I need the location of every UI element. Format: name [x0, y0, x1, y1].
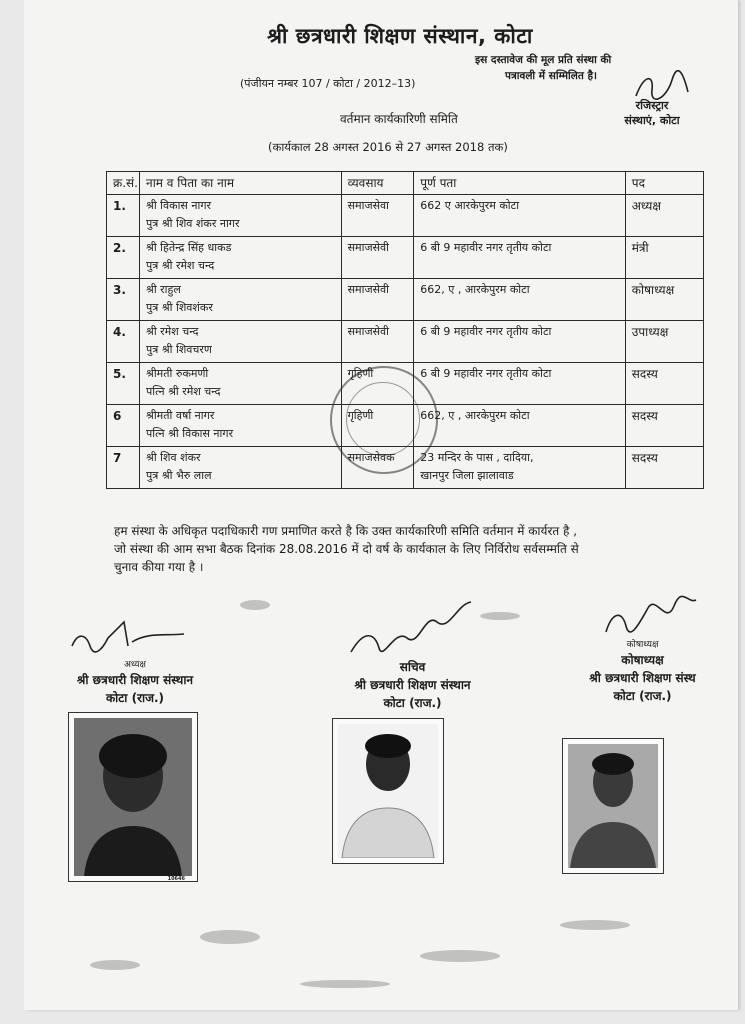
- registration-number: (पंजीयन नम्बर 107 / कोटा / 2012–13): [240, 77, 416, 90]
- registrar-stamp: रजिस्ट्रार संस्थाएं, कोटा: [624, 99, 680, 127]
- copy-stamp-note: इस दस्तावेज की मूल प्रति संस्था की पत्रावली में सम्मिलित है।: [475, 54, 612, 82]
- row-post: मंत्री: [625, 237, 703, 279]
- president-signature-block: अध्यक्ष श्री छत्रधारी शिक्षण संस्थान कोटा (राज.): [76, 660, 194, 705]
- row-occupation: समाजसेवी: [341, 279, 414, 321]
- header-address: पूर्ण पता: [414, 172, 625, 195]
- row-sn: 4.: [107, 321, 140, 363]
- institution-title: श्री छत्रधारी शिक्षण संस्थान, कोटा: [267, 24, 533, 48]
- row-name: श्री शिव शंकर पुत्र श्री भैरु लाल: [140, 447, 342, 489]
- row-occupation: समाजसेवक: [341, 447, 414, 489]
- row-sn: 7: [107, 447, 140, 489]
- row-address: 6 बी 9 महावीर नगर तृतीय कोटा: [414, 363, 625, 405]
- table-header-row: [107, 172, 704, 195]
- portrait-image: [74, 718, 192, 876]
- header-sn: क्र.सं.: [107, 172, 140, 195]
- row-address: 662 ए आरकेपुरम कोटा: [414, 195, 625, 237]
- row-occupation: गृहिणी: [341, 363, 414, 405]
- row-post: सदस्य: [625, 405, 703, 447]
- row-post: कोषाध्यक्ष: [625, 279, 703, 321]
- row-occupation: समाजसेवी: [341, 321, 414, 363]
- row-address: 6 बी 9 महावीर नगर तृतीय कोटा: [414, 237, 625, 279]
- row-sn: 1.: [107, 195, 140, 237]
- row-occupation: गृहिणी: [341, 405, 414, 447]
- secretary-signature-block: सचिव श्री छत्रधारी शिक्षण संस्थान कोटा (राज.): [354, 660, 471, 710]
- photo-caption: 10646: [167, 876, 185, 882]
- row-sn: 6: [107, 405, 140, 447]
- tenure-period: (कार्यकाल 28 अगस्त 2016 से 27 अगस्त 2018 तक): [268, 140, 508, 154]
- row-sn: 2.: [107, 237, 140, 279]
- institution-seal: [330, 366, 438, 474]
- portrait-image: [338, 724, 438, 858]
- committee-heading: वर्तमान कार्यकारिणी समिति: [340, 112, 458, 126]
- header-occupation: व्यवसाय: [341, 172, 414, 195]
- treasurer-signature-block: कोषाध्यक्ष कोषाध्यक्ष श्री छत्रधारी शिक्षण संस्थ कोटा (राज.): [589, 640, 696, 703]
- row-name: श्री रमेश चन्द पुत्र श्री शिवचरण: [140, 321, 342, 363]
- portrait-image: [568, 744, 658, 868]
- row-post: सदस्य: [625, 363, 703, 405]
- row-address: 6 बी 9 महावीर नगर तृतीय कोटा: [414, 321, 625, 363]
- table-row: [107, 195, 704, 237]
- row-post: उपाध्यक्ष: [625, 321, 703, 363]
- row-address: 662, ए , आरकेपुरम कोटा: [414, 279, 625, 321]
- header-post: पद: [625, 172, 703, 195]
- row-post: सदस्य: [625, 447, 703, 489]
- row-name: श्रीमती रुकमणी पत्नि श्री रमेश चन्द: [140, 363, 342, 405]
- row-sn: 3.: [107, 279, 140, 321]
- secretary-signature: [345, 598, 475, 660]
- row-name: श्रीमती वर्षा नागर पत्नि श्री विकास नागर: [140, 405, 342, 447]
- row-name: श्री हितेन्द्र सिंह धाकड पुत्र श्री रमेश चन्द: [140, 237, 342, 279]
- president-signature: [68, 612, 188, 662]
- row-sn: 5.: [107, 363, 140, 405]
- certification-text: हम संस्था के अधिकृत पदाधिकारी गण प्रमाणित करते है कि उक्त कार्यकारिणी समिति वर्तमान में कार्यरत है , जो संस्था की आम सभा बैठक दिनांक 28.08.2016 में दो वर्ष के कार्यकाल के लिए निर्विरोध सर्वसम्मति से चुनाव कीया गया है ।: [114, 524, 579, 574]
- table-row: [107, 321, 704, 363]
- treasurer-photo: [562, 738, 664, 874]
- row-occupation: समाजसेवी: [341, 237, 414, 279]
- president-photo: [68, 712, 198, 882]
- row-post: अध्यक्ष: [625, 195, 703, 237]
- row-occupation: समाजसेवा: [341, 195, 414, 237]
- row-address: 23 मन्दिर के पास , दादिया, खानपुर जिला झालावाड: [414, 447, 625, 489]
- table-row: [107, 279, 704, 321]
- secretary-photo: [332, 718, 444, 864]
- treasurer-signature: [600, 592, 700, 640]
- table-row: [107, 237, 704, 279]
- row-name: श्री राहुल पुत्र श्री शिवशंकर: [140, 279, 342, 321]
- header-name: नाम व पिता का नाम: [140, 172, 342, 195]
- row-address: 662, ए , आरकेपुरम कोटा: [414, 405, 625, 447]
- row-name: श्री विकास नागर पुत्र श्री शिव शंकर नागर: [140, 195, 342, 237]
